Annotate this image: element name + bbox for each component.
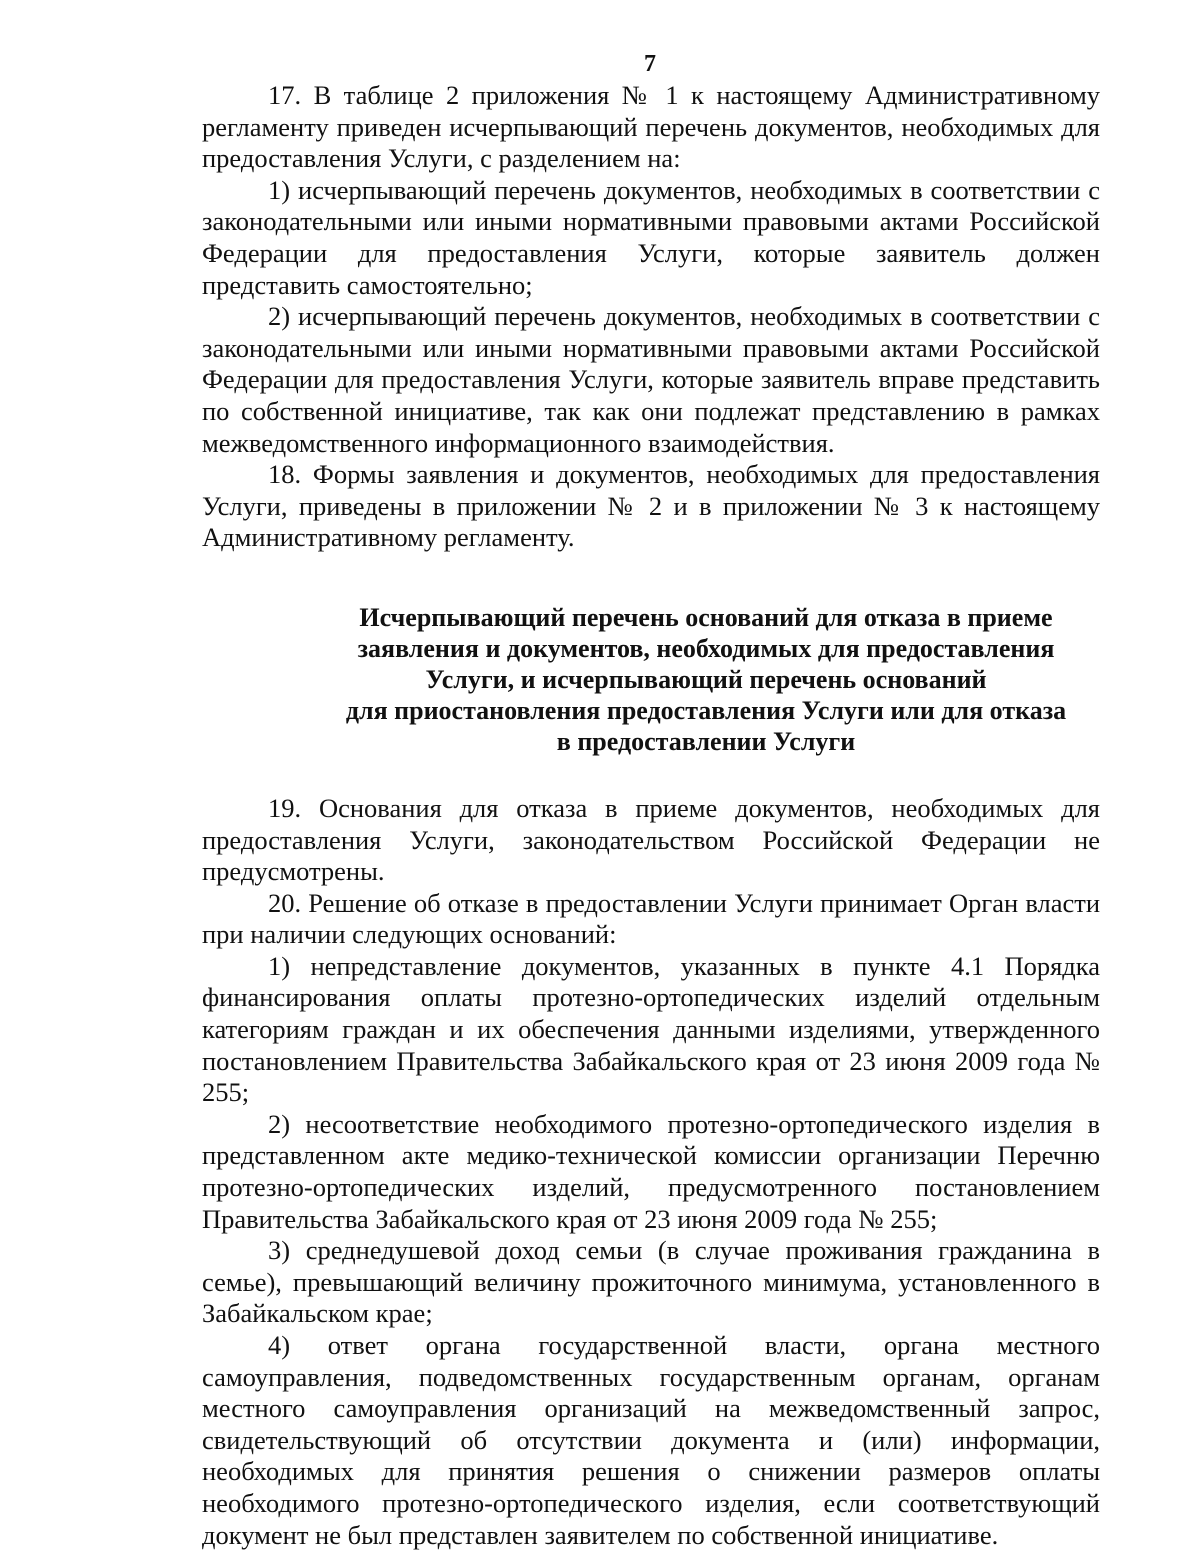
paragraph-18: 18. Формы заявления и документов, необходимых для предоставления Услуги, приведены в приложении № 2 и в приложении № 3 к настоящему Административному регламенту.: [202, 459, 1100, 553]
document-body: [202, 80, 1100, 1551]
heading-line: заявления и документов, необходимых для предоставления: [357, 633, 1055, 663]
paragraph-20: 20. Решение об отказе в предоставлении Услуги принимает Орган власти при наличии следующих оснований:: [202, 887, 1100, 950]
paragraph-20-item-4: 4) ответ органа государственной власти, органа местного самоуправления, подведомственных государственным органам, органам местного самоуправления организаций на межведомственный запрос, свидетельствующий об отсутствии документа и (или) информации, необходимых для принятия решения о снижении размеров оплаты необходимого протезно-ортопедического изделия, если соответствующий документ не был представлен заявителем по собственной инициативе.: [202, 1330, 1100, 1550]
paragraph-20-item-2: 2) несоответствие необходимого протезно-ортопедического изделия в представленном акте медико-технической комиссии организации Перечню протезно-ортопедических изделий, предусмотренного постановлением Правительства Забайкальского края от 23 июня 2009 года № 255;: [202, 1108, 1100, 1234]
paragraph-17-item-1: 1) исчерпывающий перечень документов, необходимых в соответствии с законодательными или иными нормативными правовыми актами Российской Федерации для предоставления Услуги, которые заявитель должен представить самостоятельно;: [202, 174, 1100, 300]
heading-line: в предоставлении Услуги: [556, 726, 856, 756]
paragraph-17-item-2: 2) исчерпывающий перечень документов, необходимых в соответствии с законодательными или иными нормативными правовыми актами Российской Федерации для предоставления Услуги, которые заявитель вправе представить по собственной инициативе, так как они подлежат представлению в рамках межведомственного информационного взаимодействия.: [202, 301, 1100, 458]
page-number: 7: [644, 51, 656, 77]
paragraph-17: 17. В таблице 2 приложения № 1 к настоящему Административному регламенту приведен исчерпывающий перечень документов, необходимых для предоставления Услуги, с разделением на:: [202, 80, 1100, 174]
section-heading: [202, 602, 1100, 757]
heading-line: для приостановления предоставления Услуги или для отказа: [345, 695, 1067, 725]
paragraph-19: 19. Основания для отказа в приеме документов, необходимых для предоставления Услуги, законодательством Российской Федерации не предусмотрены.: [202, 792, 1100, 887]
paragraph-20-item-3: 3) среднедушевой доход семьи (в случае проживания гражданина в семье), превышающий величину прожиточного минимума, установленного в Забайкальском крае;: [202, 1235, 1100, 1329]
heading-line: Услуги, и исчерпывающий перечень оснований: [425, 664, 987, 694]
paragraph-20-item-1: 1) непредставление документов, указанных в пункте 4.1 Порядка финансирования оплаты протезно-ортопедических изделий отдельным категориям граждан и их обеспечения данными изделиями, утвержденного постановлением Правительства Забайкальского края от 23 июня 2009 года № 255;: [202, 950, 1100, 1108]
heading-line: Исчерпывающий перечень оснований для отказа в приеме: [359, 602, 1053, 632]
